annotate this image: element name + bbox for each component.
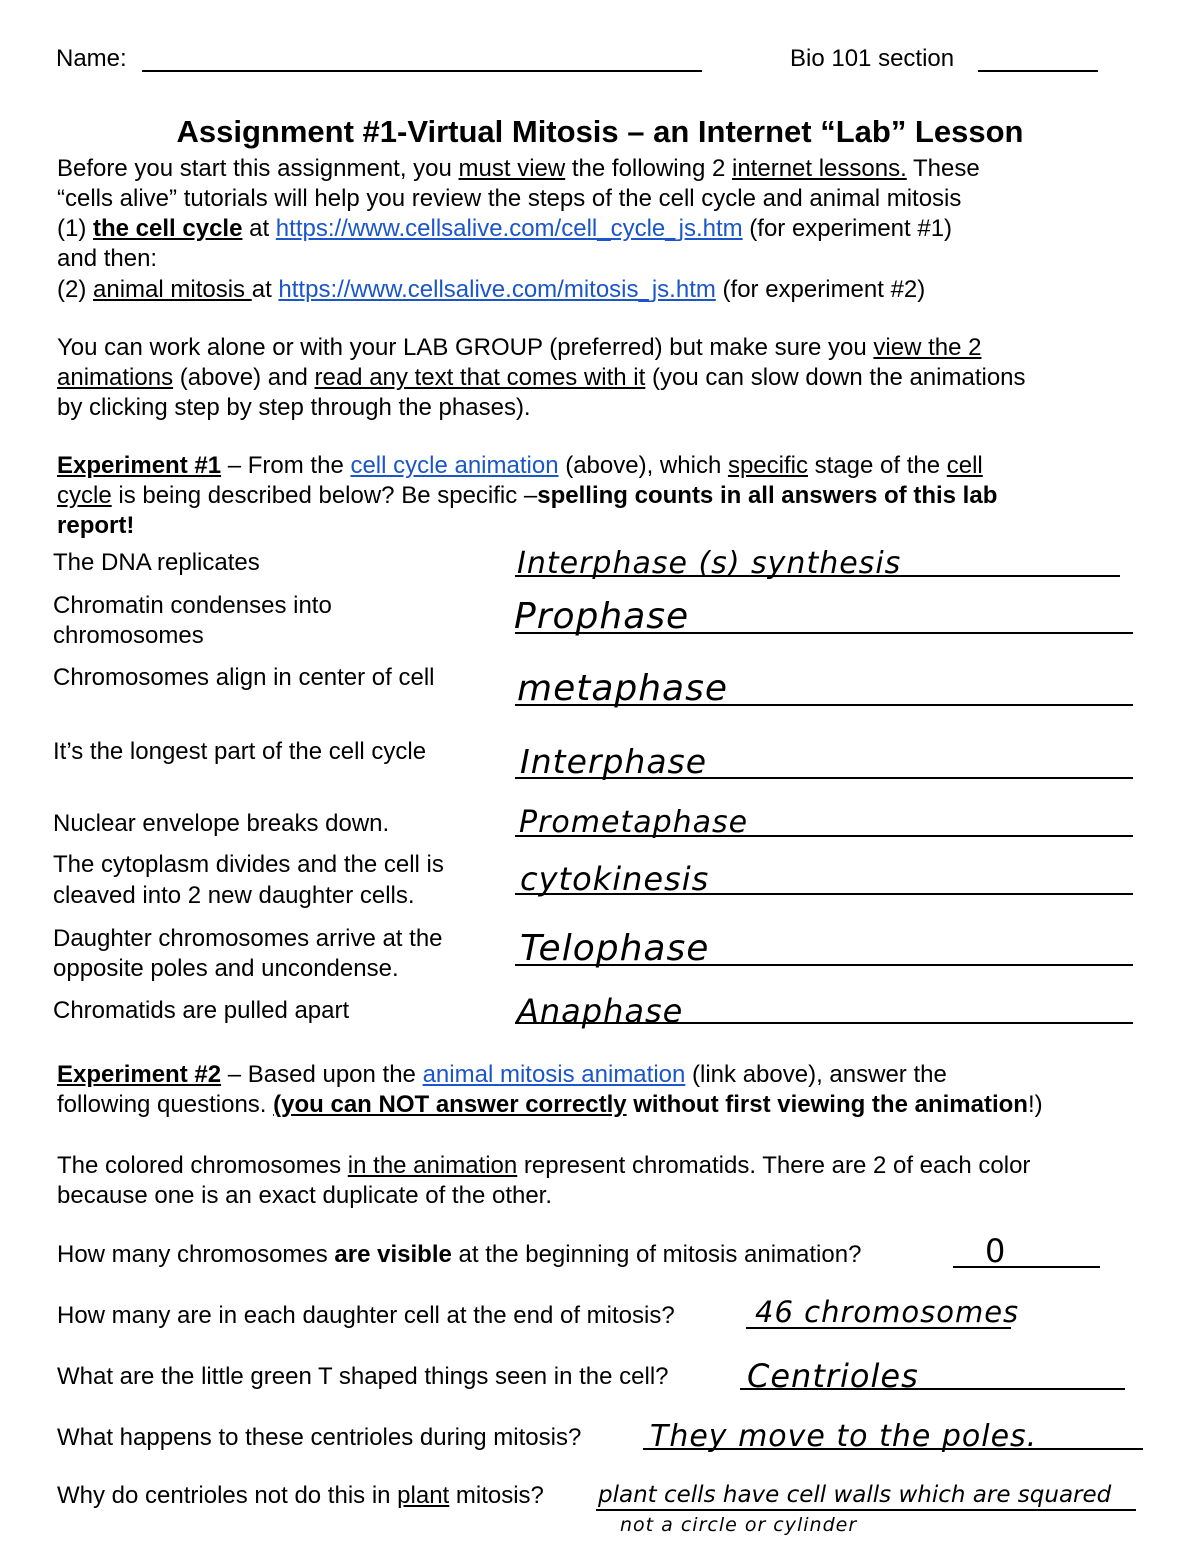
mitosis-link[interactable]: https://www.cellsalive.com/mitosis_js.htm [278, 276, 716, 303]
exp1-answer-5[interactable]: Prometaphase [519, 805, 749, 840]
exp1-question-7b: opposite poles and uncondense. [53, 955, 399, 982]
exp1-line-2: cycle is being described below? Be specific –spelling counts in all answers of this lab [57, 482, 998, 509]
exp1-question-2b: chromosomes [53, 622, 204, 649]
exp1-answer-1[interactable]: Interphase (s) synthesis [517, 546, 902, 581]
animal-mitosis-animation-link[interactable]: animal mitosis animation [422, 1061, 686, 1088]
exp2-question-5: Why do centrioles not do this in plant mitosis? [57, 1482, 544, 1509]
page-title: Assignment #1-Virtual Mitosis – an Internet “Lab” Lesson [176, 114, 1024, 149]
exp1-answer-8[interactable]: Anaphase [517, 992, 684, 1030]
exp1-answer-line-5 [515, 835, 1133, 837]
exp1-question-2: Chromatin condenses into [53, 592, 332, 619]
exp1-question-4: It’s the longest part of the cell cycle [53, 738, 427, 765]
exp1-question-6: The cytoplasm divides and the cell is [53, 851, 444, 878]
exp1-answer-line-7 [515, 964, 1133, 966]
exp2-answer-line-1 [953, 1266, 1100, 1268]
exp2-answer-line-5 [596, 1509, 1136, 1511]
exp1-line-3: report! [57, 512, 135, 539]
exp1-question-6b: cleaved into 2 new daughter cells. [53, 882, 415, 909]
section-label: Bio 101 section [790, 45, 955, 72]
group-line-1: You can work alone or with your LAB GROUP (preferred) but make sure you view the 2 [57, 334, 982, 361]
exp2-question-1: How many chromosomes are visible at the beginning of mitosis animation? [57, 1241, 862, 1268]
cell-cycle-animation-link[interactable]: cell cycle animation [350, 452, 559, 479]
exp2-para-line-2: because one is an exact duplicate of the other. [57, 1182, 553, 1209]
exp2-answer-1[interactable]: 0 [985, 1232, 1007, 1270]
exp2-answer-5-line-2[interactable]: not a circle or cylinder [620, 1514, 858, 1536]
exp1-question-3: Chromosomes align in center of cell [53, 664, 435, 691]
exp2-answer-4[interactable]: They move to the poles. [650, 1419, 1038, 1454]
exp2-answer-line-2 [746, 1327, 1011, 1329]
exp1-question-7: Daughter chromosomes arrive at the [53, 925, 443, 952]
exp2-answer-2[interactable]: 46 chromosomes [755, 1295, 1020, 1329]
exp1-answer-line-8 [515, 1022, 1133, 1024]
group-line-3: by clicking step by step through the phases). [57, 394, 531, 421]
exp1-question-8: Chromatids are pulled apart [53, 997, 350, 1024]
exp1-answer-line-1 [515, 575, 1120, 577]
intro-line-1: Before you start this assignment, you must view the following 2 internet lessons. These [57, 155, 980, 182]
intro-line-3: (1) the cell cycle at https://www.cellsalive.com/cell_cycle_js.htm (for experiment #1) [57, 215, 953, 242]
name-line[interactable] [142, 70, 702, 72]
exp1-question-1: The DNA replicates [53, 549, 260, 576]
exp1-answer-line-6 [515, 893, 1133, 895]
exp2-line-1: Experiment #2 – Based upon the animal mitosis animation (link above), answer the [57, 1061, 947, 1088]
section-line[interactable] [978, 70, 1098, 72]
exp1-answer-4[interactable]: Interphase [520, 742, 708, 781]
exp1-answer-line-2 [515, 632, 1133, 634]
name-label: Name: [56, 45, 127, 72]
exp1-answer-7[interactable]: Telophase [520, 928, 710, 969]
intro-line-5: (2) animal mitosis at https://www.cellsalive.com/mitosis_js.htm (for experiment #2) [57, 276, 926, 303]
exp1-answer-2[interactable]: Prophase [514, 596, 690, 637]
cell-cycle-link[interactable]: https://www.cellsalive.com/cell_cycle_js.htm [275, 215, 743, 242]
intro-line-2: “cells alive” tutorials will help you review the steps of the cell cycle and animal mitosis [57, 185, 962, 212]
exp1-answer-3[interactable]: metaphase [517, 668, 729, 709]
group-line-2: animations (above) and read any text that comes with it (you can slow down the animations [57, 364, 1026, 391]
exp1-answer-line-3 [515, 704, 1133, 706]
exp2-answer-3[interactable]: Centrioles [747, 1357, 919, 1395]
exp2-answer-line-4 [643, 1448, 1143, 1450]
exp2-question-2: How many are in each daughter cell at the end of mitosis? [57, 1302, 675, 1329]
exp1-answer-line-4 [515, 777, 1133, 779]
exp1-answer-6[interactable]: cytokinesis [520, 860, 710, 898]
exp2-answer-line-3 [740, 1388, 1125, 1390]
intro-line-4: and then: [57, 245, 158, 272]
exp1-line-1: Experiment #1 – From the cell cycle animation (above), which specific stage of the cell [57, 452, 983, 479]
exp1-question-5: Nuclear envelope breaks down. [53, 810, 390, 837]
exp2-question-4: What happens to these centrioles during mitosis? [57, 1424, 582, 1451]
exp2-question-3: What are the little green T shaped things seen in the cell? [57, 1363, 669, 1390]
exp2-para-line-1: The colored chromosomes in the animation represent chromatids. There are 2 of each color [57, 1152, 1031, 1179]
exp2-line-2: following questions. (you can NOT answer correctly without first viewing the animation!) [57, 1091, 1043, 1118]
exp2-answer-5-line-1[interactable]: plant cells have cell walls which are squared [598, 1482, 1112, 1508]
